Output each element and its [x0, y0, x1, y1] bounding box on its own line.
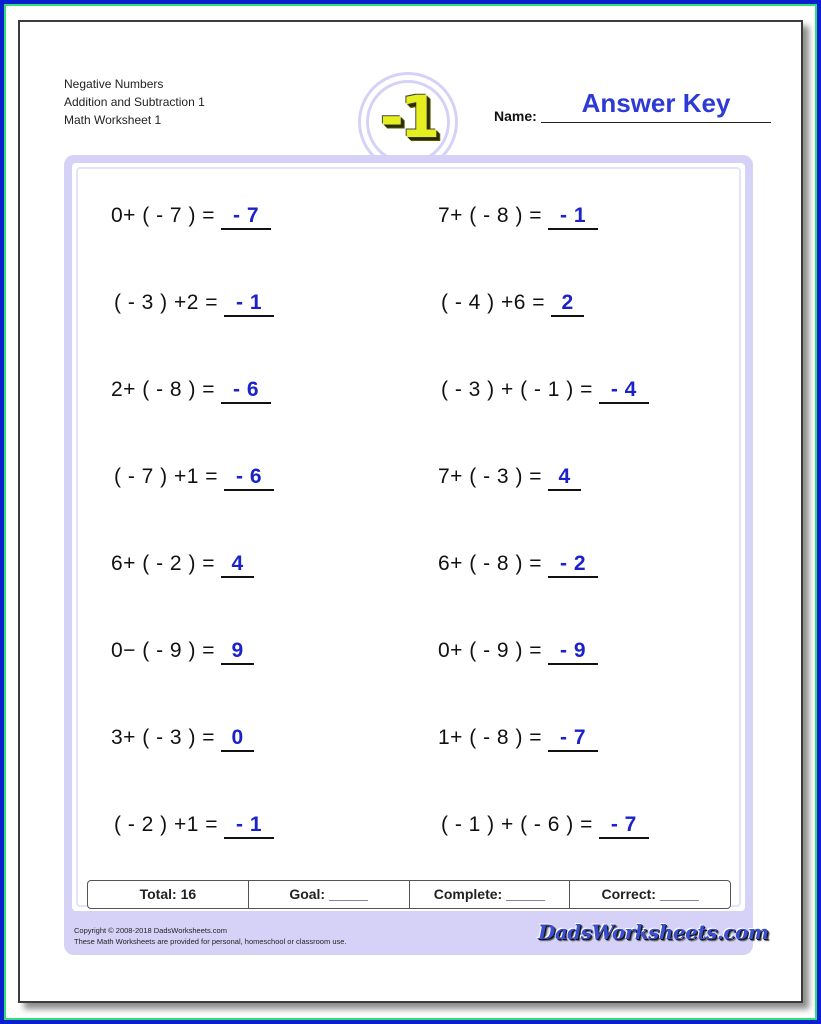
problem-expression: ( - 2 ) +1 =: [114, 813, 219, 836]
total-count: Total: 16: [88, 881, 249, 908]
problem-expression: ( - 1 ) + ( - 6 ) =: [441, 813, 593, 836]
footer-copyright: [74, 925, 347, 947]
problem-right-4: [438, 465, 581, 491]
problem-expression: 0+ ( - 7 ) =: [111, 204, 216, 227]
answer-blank[interactable]: [548, 204, 598, 230]
problem-expression: 3+ ( - 3 ) =: [111, 726, 216, 749]
answer-blank[interactable]: [224, 813, 274, 839]
problem-expression: 6+ ( - 8 ) =: [438, 552, 543, 575]
worksheet-topic: Negative Numbers: [64, 77, 164, 91]
worksheet-number: Math Worksheet 1: [64, 113, 162, 127]
answer-blank[interactable]: [221, 378, 271, 404]
name-underline: [541, 122, 771, 123]
problem-expression: 7+ ( - 3 ) =: [438, 465, 543, 488]
problems-area-inner-border: [76, 167, 741, 907]
answer-value: 0: [231, 726, 244, 749]
problem-expression: 0− ( - 9 ) =: [111, 639, 216, 662]
problem-expression: ( - 3 ) +2 =: [114, 291, 219, 314]
problem-expression: ( - 7 ) +1 =: [114, 465, 219, 488]
problem-left-3: [111, 378, 271, 404]
answer-blank[interactable]: [221, 204, 271, 230]
problem-right-7: [438, 726, 598, 752]
answer-value: - 1: [560, 204, 587, 227]
answer-value: - 6: [236, 465, 263, 488]
problem-left-6: [111, 639, 254, 665]
problem-left-4: [114, 465, 274, 491]
copyright-text: Copyright © 2008-2018 DadsWorksheets.com: [74, 926, 227, 935]
problem-left-1: [111, 204, 271, 230]
answer-blank[interactable]: [551, 291, 584, 317]
answer-value: - 1: [236, 813, 263, 836]
answer-value: - 7: [560, 726, 587, 749]
answer-value: - 7: [233, 204, 260, 227]
correct-field[interactable]: Correct: _____: [601, 886, 699, 902]
answer-blank[interactable]: [599, 813, 649, 839]
answer-blank[interactable]: [548, 465, 581, 491]
problem-expression: 1+ ( - 8 ) =: [438, 726, 543, 749]
name-field[interactable]: Answer Key: [581, 88, 731, 118]
problem-right-5: [438, 552, 598, 578]
answer-value: - 7: [610, 813, 637, 836]
answer-blank[interactable]: [548, 639, 598, 665]
answer-value: 4: [558, 465, 571, 488]
score-summary: [87, 880, 731, 909]
minus-one-icon: -1: [379, 83, 437, 151]
problem-left-5: [111, 552, 254, 578]
problem-left-7: [111, 726, 254, 752]
problem-right-1: [438, 204, 598, 230]
answer-blank[interactable]: [224, 291, 274, 317]
answer-value: - 6: [233, 378, 260, 401]
problem-left-8: [114, 813, 274, 839]
usage-notice: These Math Worksheets are provided for personal, homeschool or classroom use.: [74, 937, 347, 946]
problem-right-3: [441, 378, 649, 404]
answer-value: - 1: [236, 291, 263, 314]
answer-value: 9: [231, 639, 244, 662]
problem-expression: 2+ ( - 8 ) =: [111, 378, 216, 401]
problems-area: [70, 161, 747, 913]
answer-blank[interactable]: [548, 552, 598, 578]
problem-expression: 7+ ( - 8 ) =: [438, 204, 543, 227]
problem-expression: ( - 4 ) +6 =: [441, 291, 546, 314]
problem-left-2: [114, 291, 274, 317]
answer-blank[interactable]: [221, 552, 254, 578]
problem-expression: 6+ ( - 2 ) =: [111, 552, 216, 575]
problem-right-6: [438, 639, 598, 665]
answer-blank[interactable]: [221, 726, 254, 752]
name-label: Name:: [494, 108, 537, 124]
answer-value: 2: [561, 291, 574, 314]
answer-value: - 9: [560, 639, 587, 662]
dadsworksheets-logo: DadsWorksheets.com: [538, 920, 769, 944]
answer-blank[interactable]: [221, 639, 254, 665]
answer-value: - 4: [610, 378, 637, 401]
problem-right-2: [441, 291, 584, 317]
worksheet-subtitle: Addition and Subtraction 1: [64, 95, 205, 109]
goal-field[interactable]: Goal: _____: [249, 881, 410, 908]
problem-expression: ( - 3 ) + ( - 1 ) =: [441, 378, 593, 401]
problem-right-8: [441, 813, 649, 839]
complete-field[interactable]: Complete: _____: [410, 881, 571, 908]
answer-value: 4: [231, 552, 244, 575]
problem-expression: 0+ ( - 9 ) =: [438, 639, 543, 662]
answer-blank[interactable]: [599, 378, 649, 404]
answer-blank[interactable]: [224, 465, 274, 491]
answer-blank[interactable]: [548, 726, 598, 752]
answer-value: - 2: [560, 552, 587, 575]
